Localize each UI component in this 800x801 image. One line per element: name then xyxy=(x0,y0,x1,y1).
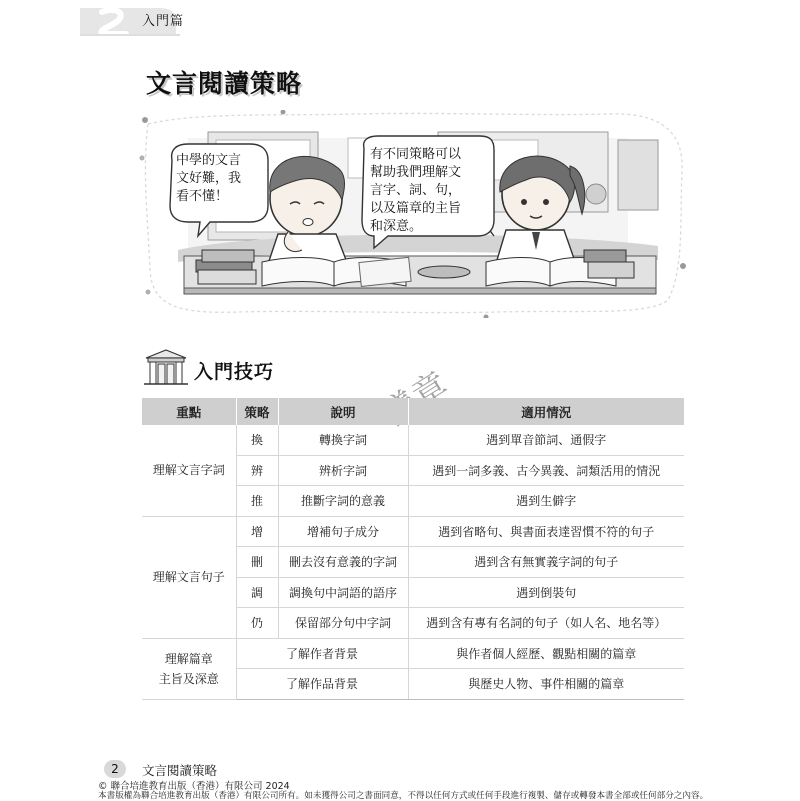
strategy-cell: 推 xyxy=(236,486,278,517)
description-cell: 了解作者背景 xyxy=(236,638,408,669)
usage-cell: 遇到生僻字 xyxy=(408,486,684,517)
strategy-cell: 增 xyxy=(236,516,278,547)
section-title: 入門技巧 xyxy=(194,361,275,383)
copyright-notice: © 聯合培進教育出版（香港）有限公司 2024 xyxy=(98,781,290,792)
strategy-cell: 辨 xyxy=(236,455,278,486)
column-header: 說明 xyxy=(278,398,408,425)
table-row xyxy=(142,638,684,669)
strategy-cell: 換 xyxy=(236,425,278,455)
description-cell: 刪去沒有意義的字詞 xyxy=(278,547,408,578)
description-cell: 保留部分句中字詞 xyxy=(278,608,408,639)
girl-speech-line: 和深意。 xyxy=(370,219,423,234)
usage-cell: 遇到一詞多義、古今異義、詞類活用的情況 xyxy=(408,455,684,486)
usage-cell: 遇到省略句、與書面表達習慣不符的句子 xyxy=(408,516,684,547)
description-cell: 增補句子成分 xyxy=(278,516,408,547)
usage-cell: 與歷史人物、事件相關的篇章 xyxy=(408,669,684,700)
description-cell: 辨析字詞 xyxy=(278,455,408,486)
focus-line: 主旨及深意 xyxy=(158,671,219,686)
usage-cell: 遇到倒裝句 xyxy=(408,577,684,608)
table-header-row xyxy=(142,398,684,425)
strategy-table xyxy=(142,398,684,700)
gate-icon xyxy=(144,348,188,386)
strategy-cell: 仍 xyxy=(236,608,278,639)
usage-cell: 遇到含有無實義字詞的句子 xyxy=(408,547,684,578)
footer-title: 文言閱讀策略 xyxy=(142,763,218,778)
focus-line: 理解篇章 xyxy=(164,651,213,666)
column-header: 適用情況 xyxy=(408,398,684,425)
boy-speech-bubble xyxy=(176,152,241,206)
page-title: 文言閱讀策略 xyxy=(146,69,303,98)
strategy-cell: 調 xyxy=(236,577,278,608)
usage-cell: 與作者個人經歷、觀點相關的篇章 xyxy=(408,638,684,669)
description-cell: 轉換字詞 xyxy=(278,425,408,455)
boy-speech-line: 文好難，我 xyxy=(176,171,242,186)
column-header: 重點 xyxy=(142,398,236,425)
column-header: 策略 xyxy=(236,398,278,425)
chapter-label: 入門篇 xyxy=(142,14,185,29)
rights-notice: 本書版權為聯合培進教育出版（香港）有限公司所有。如未獲得公司之書面同意，不得以任何方式或任何手段進行複製、儲存或轉發本書全部或任何部分之內容。 xyxy=(98,791,709,801)
page-number: 2 xyxy=(104,760,126,778)
usage-cell: 遇到含有專有名詞的句子（如人名、地名等） xyxy=(408,608,684,639)
description-cell: 了解作品背景 xyxy=(236,669,408,700)
strategy-cell: 刪 xyxy=(236,547,278,578)
girl-speech-line: 有不同策略可以 xyxy=(370,147,462,162)
girl-speech-line: 幫助我們理解文 xyxy=(370,165,462,180)
focus-cell xyxy=(142,638,236,699)
usage-cell: 遇到單音節詞、通假字 xyxy=(408,425,684,455)
focus-cell: 理解文言字詞 xyxy=(142,425,236,516)
girl-speech-bubble xyxy=(370,146,461,236)
boy-speech-line: 中學的文言 xyxy=(176,153,242,168)
girl-speech-line: 以及篇章的主旨 xyxy=(370,201,462,216)
description-cell: 推斷字詞的意義 xyxy=(278,486,408,517)
boy-speech-line: 看不懂！ xyxy=(176,189,229,204)
description-cell: 調換句中詞語的語序 xyxy=(278,577,408,608)
girl-speech-line: 言字、詞、句， xyxy=(370,183,462,198)
classroom-illustration xyxy=(138,110,686,318)
focus-cell: 理解文言句子 xyxy=(142,516,236,638)
table-row xyxy=(142,516,684,547)
table-row xyxy=(142,425,684,455)
